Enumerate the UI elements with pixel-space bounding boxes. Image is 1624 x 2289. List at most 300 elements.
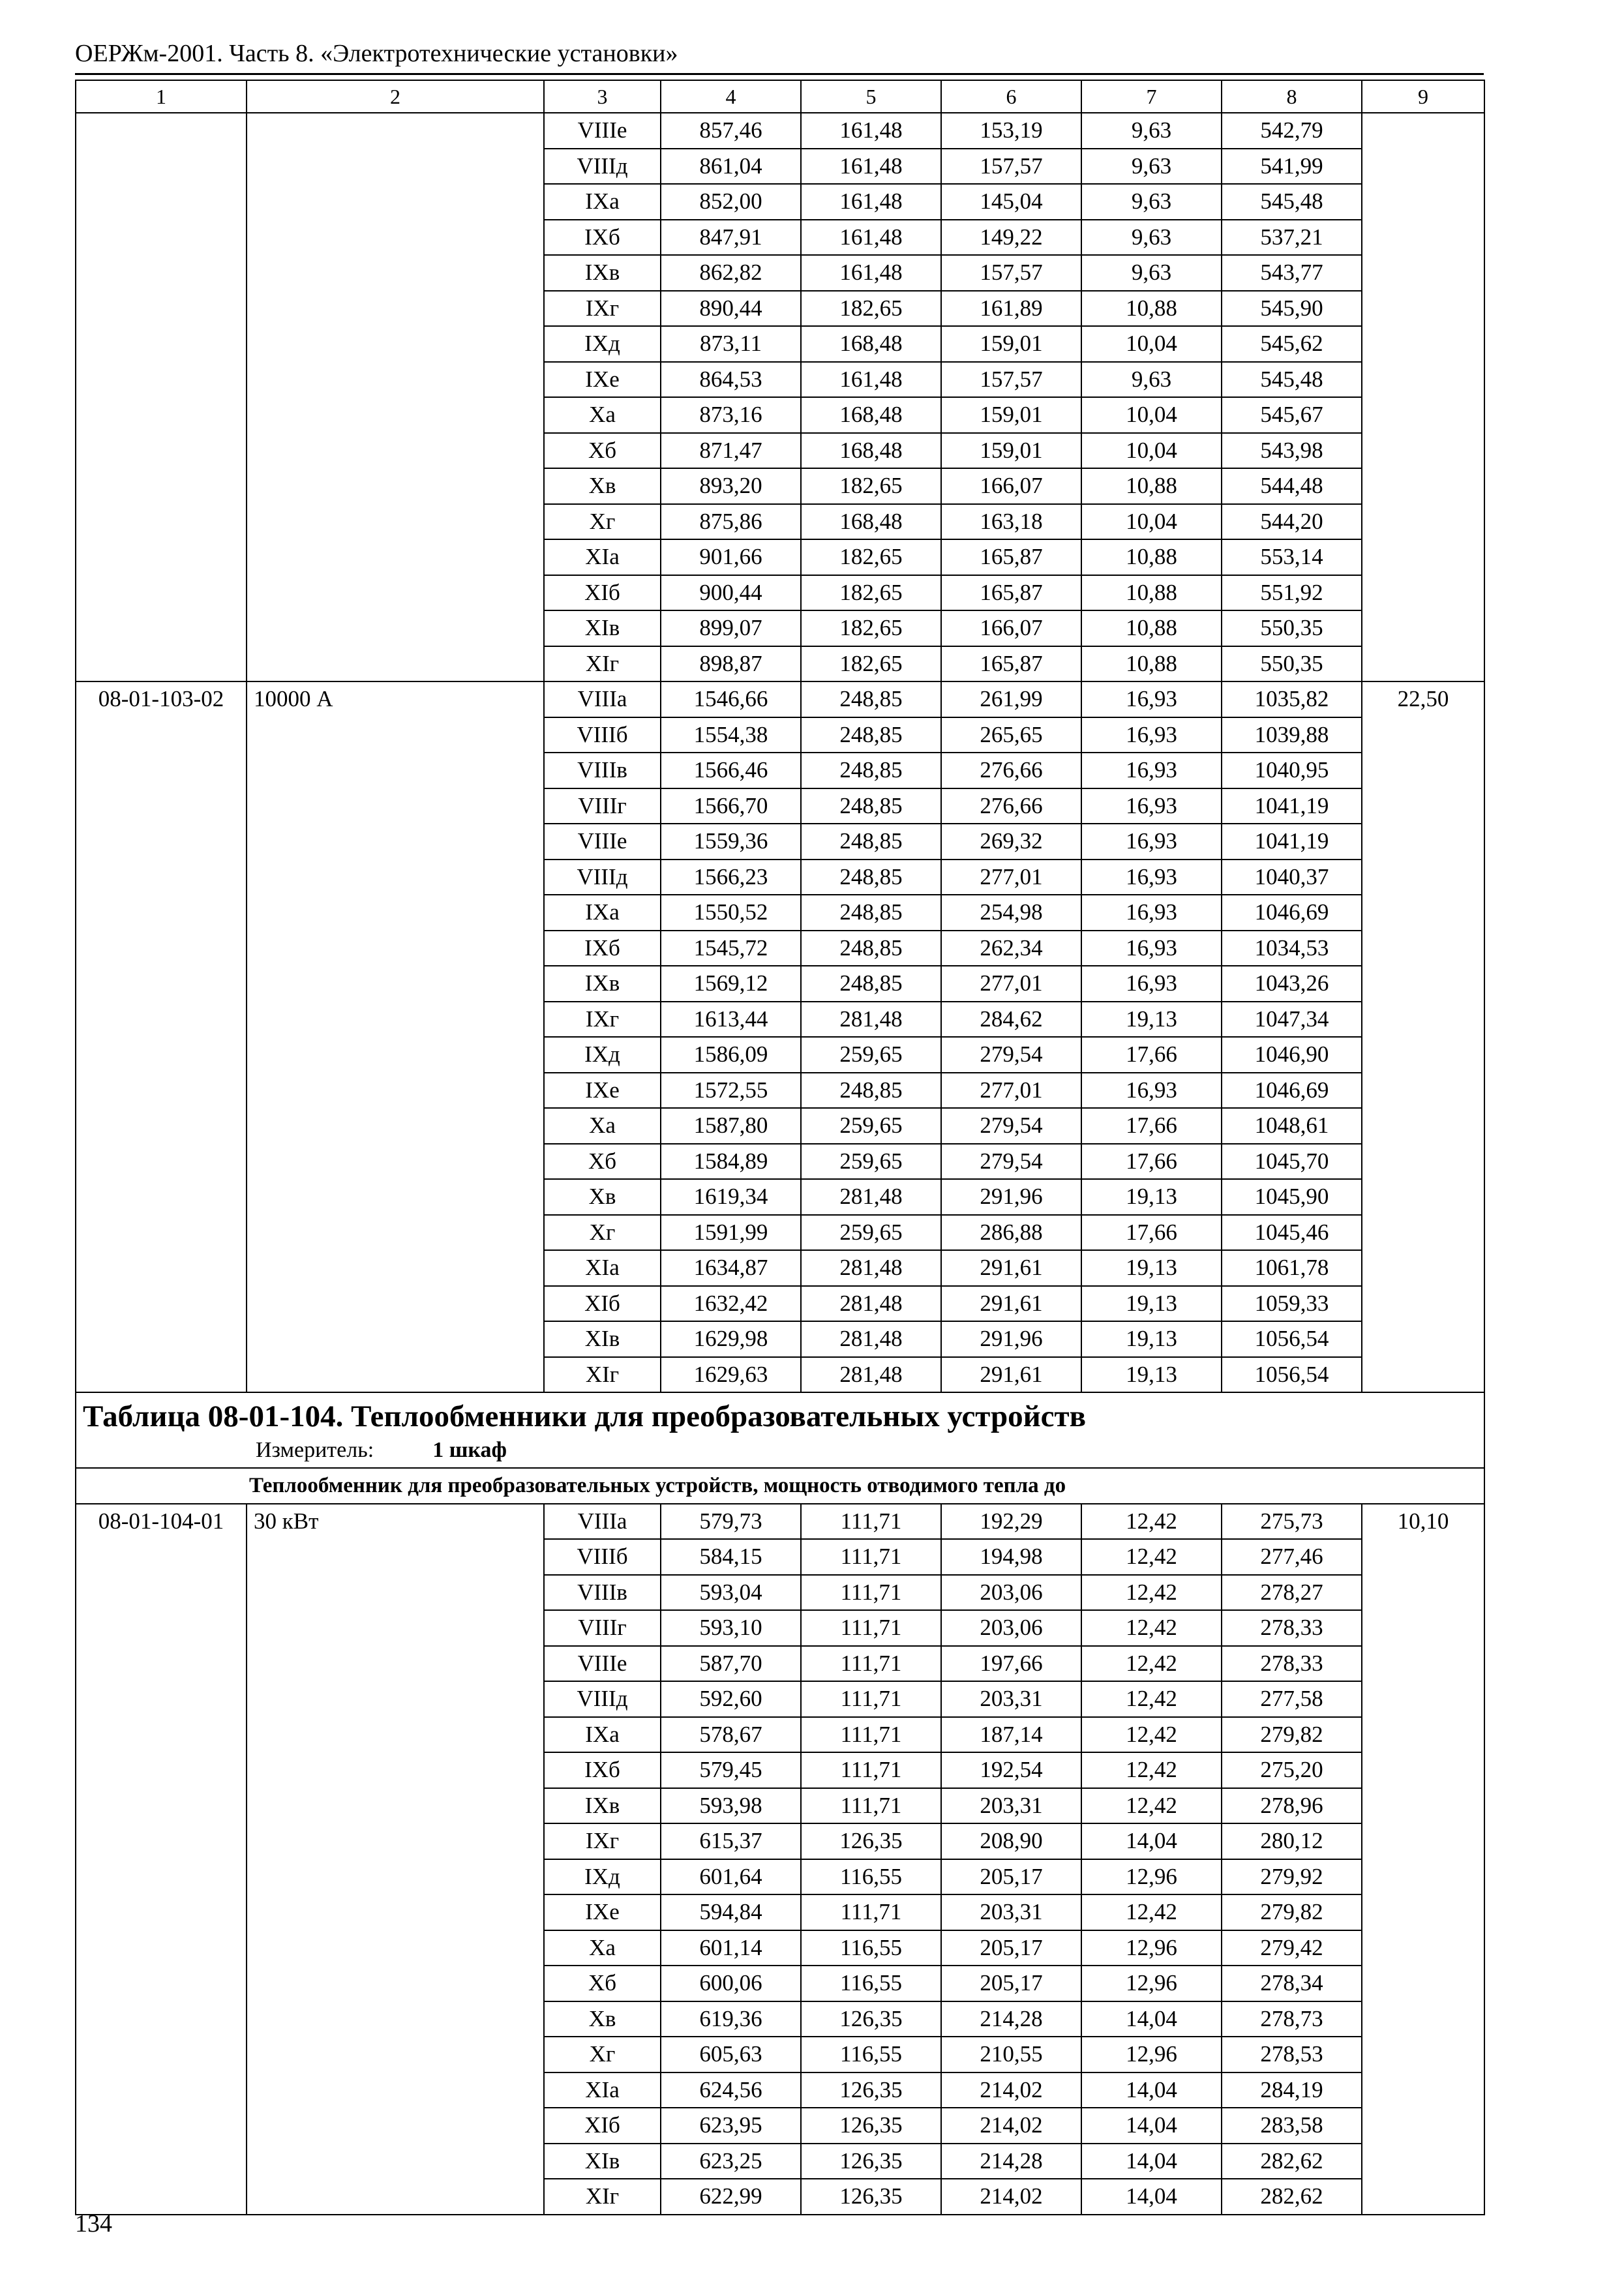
- value-cell: 165,87: [941, 646, 1081, 682]
- value-cell: 111,71: [801, 1575, 941, 1611]
- value-cell: 17,66: [1081, 1108, 1222, 1144]
- value-cell: 166,07: [941, 610, 1081, 646]
- value-cell: 248,85: [801, 1073, 941, 1109]
- value-cell: 248,85: [801, 753, 941, 788]
- zone-cell: Xа: [544, 1930, 661, 1966]
- value-cell: 157,57: [941, 149, 1081, 185]
- value-cell: 19,13: [1081, 1286, 1222, 1322]
- zone-cell: VIIIб: [544, 1539, 661, 1575]
- value-cell: 1041,19: [1222, 788, 1362, 824]
- value-cell: 14,04: [1081, 2179, 1222, 2215]
- value-cell: 192,29: [941, 1504, 1081, 1540]
- value-cell: 17,66: [1081, 1215, 1222, 1251]
- rate-code: 08-01-104-01: [76, 1504, 247, 2215]
- value-cell: 157,57: [941, 255, 1081, 291]
- value-cell: 1040,37: [1222, 860, 1362, 895]
- header-rule: [75, 73, 1484, 75]
- value-cell: 281,48: [801, 1286, 941, 1322]
- value-cell: 165,87: [941, 539, 1081, 575]
- value-cell: 153,19: [941, 113, 1081, 149]
- value-cell: 873,11: [661, 326, 801, 362]
- zone-cell: Xа: [544, 397, 661, 433]
- value-cell: 19,13: [1081, 1179, 1222, 1215]
- value-cell: 1046,69: [1222, 1073, 1362, 1109]
- value-cell: 14,04: [1081, 2108, 1222, 2144]
- value-cell: 281,48: [801, 1357, 941, 1393]
- value-cell: 157,57: [941, 362, 1081, 398]
- value-cell: 17,66: [1081, 1144, 1222, 1180]
- value-cell: 622,99: [661, 2179, 801, 2215]
- value-cell: 579,45: [661, 1752, 801, 1788]
- value-cell: 1634,87: [661, 1250, 801, 1286]
- table-row: [76, 1504, 1484, 1540]
- value-cell: 279,54: [941, 1037, 1081, 1073]
- value-cell: 601,14: [661, 1930, 801, 1966]
- value-cell: 1045,70: [1222, 1144, 1362, 1180]
- value-cell: 161,48: [801, 255, 941, 291]
- value-cell: 1629,98: [661, 1321, 801, 1357]
- value-cell: 111,71: [801, 1788, 941, 1824]
- column-number: 1: [76, 80, 247, 113]
- value-cell: 182,65: [801, 610, 941, 646]
- value-cell: 1566,46: [661, 753, 801, 788]
- value-cell: 205,17: [941, 1930, 1081, 1966]
- zone-cell: Xб: [544, 1144, 661, 1180]
- zone-cell: IXд: [544, 1037, 661, 1073]
- value-cell: 194,98: [941, 1539, 1081, 1575]
- table-title: Таблица 08-01-104. Теплообменники для преобразовательных устройств: [83, 1399, 1087, 1433]
- zone-cell: Xв: [544, 2001, 661, 2037]
- zone-cell: VIIIв: [544, 753, 661, 788]
- value-cell: 214,02: [941, 2072, 1081, 2108]
- value-cell: 1566,23: [661, 860, 801, 895]
- zone-cell: IXд: [544, 326, 661, 362]
- value-cell: 278,53: [1222, 2037, 1362, 2072]
- value-cell: 9,63: [1081, 255, 1222, 291]
- value-cell: 278,34: [1222, 1966, 1362, 2001]
- value-cell: 1045,46: [1222, 1215, 1362, 1251]
- value-cell: 619,36: [661, 2001, 801, 2037]
- value-cell: 12,42: [1081, 1610, 1222, 1646]
- rate-name: 30 кВт: [247, 1504, 544, 2215]
- zone-cell: IXг: [544, 1823, 661, 1859]
- value-cell: 19,13: [1081, 1357, 1222, 1393]
- value-cell: 12,42: [1081, 1894, 1222, 1930]
- value-cell: 593,04: [661, 1575, 801, 1611]
- value-cell: 1043,26: [1222, 966, 1362, 1002]
- zone-cell: VIIIе: [544, 1646, 661, 1682]
- value-cell: 1586,09: [661, 1037, 801, 1073]
- value-cell: 187,14: [941, 1717, 1081, 1753]
- value-cell: 14,04: [1081, 1823, 1222, 1859]
- zone-cell: XIа: [544, 1250, 661, 1286]
- value-cell: 541,99: [1222, 149, 1362, 185]
- value-cell: 10,04: [1081, 433, 1222, 469]
- value-cell: 111,71: [801, 1681, 941, 1717]
- zone-cell: Xв: [544, 1179, 661, 1215]
- table-row: [76, 113, 1484, 149]
- subheading: Теплообменник для преобразовательных устройств, мощность отводимого тепла до: [76, 1468, 1484, 1504]
- value-cell: 278,96: [1222, 1788, 1362, 1824]
- value-cell: 161,89: [941, 291, 1081, 327]
- zone-cell: Xг: [544, 2037, 661, 2072]
- value-cell: 284,19: [1222, 2072, 1362, 2108]
- value-cell: 116,55: [801, 2037, 941, 2072]
- value-cell: 208,90: [941, 1823, 1081, 1859]
- zone-cell: Xг: [544, 1215, 661, 1251]
- table-row: [76, 681, 1484, 717]
- value-cell: 182,65: [801, 646, 941, 682]
- value-cell: 899,07: [661, 610, 801, 646]
- value-cell: 14,04: [1081, 2001, 1222, 2037]
- value-cell: 126,35: [801, 1823, 941, 1859]
- value-cell: 12,42: [1081, 1646, 1222, 1682]
- value-cell: 593,98: [661, 1788, 801, 1824]
- zone-cell: IXб: [544, 931, 661, 966]
- zone-cell: XIа: [544, 2072, 661, 2108]
- zone-cell: IXе: [544, 362, 661, 398]
- value-cell: 9,63: [1081, 220, 1222, 256]
- rate-code: [76, 113, 247, 681]
- value-cell: 16,93: [1081, 717, 1222, 753]
- value-cell: 291,61: [941, 1357, 1081, 1393]
- value-cell: 161,48: [801, 184, 941, 220]
- value-cell: 19,13: [1081, 1250, 1222, 1286]
- value-cell: 116,55: [801, 1966, 941, 2001]
- zone-cell: IXв: [544, 1788, 661, 1824]
- rate-name: 10000 А: [247, 681, 544, 1392]
- value-cell: 623,95: [661, 2108, 801, 2144]
- value-cell: 259,65: [801, 1144, 941, 1180]
- value-cell: 275,20: [1222, 1752, 1362, 1788]
- value-cell: 898,87: [661, 646, 801, 682]
- value-cell: 248,85: [801, 931, 941, 966]
- value-cell: 543,98: [1222, 433, 1362, 469]
- value-cell: 12,96: [1081, 1930, 1222, 1966]
- value-cell: 278,27: [1222, 1575, 1362, 1611]
- value-cell: 9,63: [1081, 184, 1222, 220]
- value-cell: 166,07: [941, 468, 1081, 504]
- value-cell: 182,65: [801, 539, 941, 575]
- value-cell: 10,88: [1081, 575, 1222, 611]
- value-cell: 276,66: [941, 788, 1081, 824]
- zone-cell: XIа: [544, 539, 661, 575]
- measure-value: 1 шкаф: [432, 1438, 507, 1462]
- value-cell: 615,37: [661, 1823, 801, 1859]
- value-cell: 1045,90: [1222, 1179, 1362, 1215]
- value-cell: 861,04: [661, 149, 801, 185]
- value-cell: 265,65: [941, 717, 1081, 753]
- value-cell: 291,61: [941, 1250, 1081, 1286]
- value-cell: 163,18: [941, 504, 1081, 540]
- value-cell: 601,64: [661, 1859, 801, 1895]
- value-cell: 281,48: [801, 1321, 941, 1357]
- zone-cell: XIв: [544, 610, 661, 646]
- value-cell: 197,66: [941, 1646, 1081, 1682]
- value-cell: 111,71: [801, 1610, 941, 1646]
- value-cell: 873,16: [661, 397, 801, 433]
- value-cell: 161,48: [801, 113, 941, 149]
- value-cell: 248,85: [801, 860, 941, 895]
- value-cell: 545,62: [1222, 326, 1362, 362]
- value-cell: 1035,82: [1222, 681, 1362, 717]
- zone-cell: VIIIд: [544, 860, 661, 895]
- rate-code: 08-01-103-02: [76, 681, 247, 1392]
- rates-table: [75, 80, 1485, 2215]
- value-cell: 281,48: [801, 1002, 941, 1038]
- value-cell: 1056,54: [1222, 1321, 1362, 1357]
- value-cell: 1613,44: [661, 1002, 801, 1038]
- value-cell: 551,92: [1222, 575, 1362, 611]
- value-cell: 116,55: [801, 1859, 941, 1895]
- value-cell: 587,70: [661, 1646, 801, 1682]
- subheading-row: [76, 1468, 1484, 1504]
- value-cell: 537,21: [1222, 220, 1362, 256]
- value-cell: 550,35: [1222, 610, 1362, 646]
- col9-value: 22,50: [1362, 681, 1484, 1392]
- value-cell: 862,82: [661, 255, 801, 291]
- measure-line: [83, 1436, 1477, 1465]
- section-title-row: [76, 1392, 1484, 1468]
- zone-cell: IXб: [544, 1752, 661, 1788]
- value-cell: 1559,36: [661, 824, 801, 860]
- value-cell: 279,42: [1222, 1930, 1362, 1966]
- value-cell: 1034,53: [1222, 931, 1362, 966]
- value-cell: 168,48: [801, 326, 941, 362]
- value-cell: 168,48: [801, 397, 941, 433]
- value-cell: 16,93: [1081, 966, 1222, 1002]
- value-cell: 159,01: [941, 397, 1081, 433]
- value-cell: 12,42: [1081, 1575, 1222, 1611]
- zone-cell: VIIIг: [544, 788, 661, 824]
- zone-cell: VIIIд: [544, 1681, 661, 1717]
- value-cell: 623,25: [661, 2144, 801, 2179]
- value-cell: 14,04: [1081, 2072, 1222, 2108]
- value-cell: 1584,89: [661, 1144, 801, 1180]
- zone-cell: VIIIд: [544, 149, 661, 185]
- value-cell: 544,48: [1222, 468, 1362, 504]
- value-cell: 248,85: [801, 824, 941, 860]
- col9-value: 10,10: [1362, 1504, 1484, 2215]
- value-cell: 1059,33: [1222, 1286, 1362, 1322]
- column-number: 7: [1081, 80, 1222, 113]
- value-cell: 205,17: [941, 1966, 1081, 2001]
- column-number: 6: [941, 80, 1081, 113]
- value-cell: 852,00: [661, 184, 801, 220]
- value-cell: 1039,88: [1222, 717, 1362, 753]
- value-cell: 1619,34: [661, 1179, 801, 1215]
- zone-cell: VIIIб: [544, 717, 661, 753]
- value-cell: 111,71: [801, 1504, 941, 1540]
- value-cell: 16,93: [1081, 1073, 1222, 1109]
- value-cell: 254,98: [941, 895, 1081, 931]
- value-cell: 1632,42: [661, 1286, 801, 1322]
- value-cell: 126,35: [801, 2072, 941, 2108]
- column-number: 2: [247, 80, 544, 113]
- value-cell: 261,99: [941, 681, 1081, 717]
- value-cell: 161,48: [801, 149, 941, 185]
- column-number: 9: [1362, 80, 1484, 113]
- value-cell: 278,73: [1222, 2001, 1362, 2037]
- value-cell: 282,62: [1222, 2179, 1362, 2215]
- value-cell: 550,35: [1222, 646, 1362, 682]
- value-cell: 214,28: [941, 2144, 1081, 2179]
- zone-cell: IXг: [544, 291, 661, 327]
- zone-cell: IXе: [544, 1073, 661, 1109]
- value-cell: 1040,95: [1222, 753, 1362, 788]
- zone-cell: XIг: [544, 1357, 661, 1393]
- zone-cell: VIIIа: [544, 1504, 661, 1540]
- value-cell: 16,93: [1081, 931, 1222, 966]
- value-cell: 277,01: [941, 1073, 1081, 1109]
- value-cell: 259,65: [801, 1037, 941, 1073]
- value-cell: 283,58: [1222, 2108, 1362, 2144]
- value-cell: 901,66: [661, 539, 801, 575]
- column-number: 3: [544, 80, 661, 113]
- column-number: 8: [1222, 80, 1362, 113]
- value-cell: 145,04: [941, 184, 1081, 220]
- value-cell: 864,53: [661, 362, 801, 398]
- col9-value: [1362, 113, 1484, 681]
- column-numbers-row: [76, 80, 1484, 113]
- zone-cell: VIIIе: [544, 113, 661, 149]
- value-cell: 10,04: [1081, 504, 1222, 540]
- value-cell: 279,82: [1222, 1894, 1362, 1930]
- value-cell: 12,96: [1081, 1859, 1222, 1895]
- value-cell: 203,31: [941, 1894, 1081, 1930]
- value-cell: 17,66: [1081, 1037, 1222, 1073]
- value-cell: 278,33: [1222, 1646, 1362, 1682]
- value-cell: 1545,72: [661, 931, 801, 966]
- value-cell: 1061,78: [1222, 1250, 1362, 1286]
- zone-cell: IXа: [544, 184, 661, 220]
- page-number: 134: [75, 2210, 112, 2237]
- value-cell: 279,54: [941, 1108, 1081, 1144]
- value-cell: 203,06: [941, 1610, 1081, 1646]
- value-cell: 111,71: [801, 1752, 941, 1788]
- value-cell: 12,42: [1081, 1717, 1222, 1753]
- value-cell: 126,35: [801, 2001, 941, 2037]
- column-number: 5: [801, 80, 941, 113]
- value-cell: 161,48: [801, 362, 941, 398]
- value-cell: 159,01: [941, 326, 1081, 362]
- value-cell: 1546,66: [661, 681, 801, 717]
- zone-cell: IXд: [544, 1859, 661, 1895]
- value-cell: 168,48: [801, 504, 941, 540]
- zone-cell: XIг: [544, 2179, 661, 2215]
- value-cell: 281,48: [801, 1250, 941, 1286]
- value-cell: 12,96: [1081, 2037, 1222, 2072]
- value-cell: 277,01: [941, 966, 1081, 1002]
- value-cell: 900,44: [661, 575, 801, 611]
- value-cell: 545,90: [1222, 291, 1362, 327]
- value-cell: 545,48: [1222, 184, 1362, 220]
- value-cell: 165,87: [941, 575, 1081, 611]
- value-cell: 262,34: [941, 931, 1081, 966]
- value-cell: 276,66: [941, 753, 1081, 788]
- value-cell: 159,01: [941, 433, 1081, 469]
- value-cell: 259,65: [801, 1215, 941, 1251]
- value-cell: 12,42: [1081, 1681, 1222, 1717]
- value-cell: 248,85: [801, 788, 941, 824]
- zone-cell: IXа: [544, 895, 661, 931]
- zone-cell: VIIIе: [544, 824, 661, 860]
- value-cell: 149,22: [941, 220, 1081, 256]
- value-cell: 279,54: [941, 1144, 1081, 1180]
- value-cell: 1587,80: [661, 1108, 801, 1144]
- value-cell: 278,33: [1222, 1610, 1362, 1646]
- value-cell: 126,35: [801, 2144, 941, 2179]
- value-cell: 126,35: [801, 2179, 941, 2215]
- value-cell: 205,17: [941, 1859, 1081, 1895]
- value-cell: 592,60: [661, 1681, 801, 1717]
- value-cell: 277,46: [1222, 1539, 1362, 1575]
- zone-cell: Xв: [544, 468, 661, 504]
- zone-cell: VIIIв: [544, 1575, 661, 1611]
- value-cell: 111,71: [801, 1539, 941, 1575]
- value-cell: 284,62: [941, 1002, 1081, 1038]
- zone-cell: Xб: [544, 433, 661, 469]
- value-cell: 19,13: [1081, 1002, 1222, 1038]
- value-cell: 14,04: [1081, 2144, 1222, 2179]
- value-cell: 12,42: [1081, 1539, 1222, 1575]
- value-cell: 847,91: [661, 220, 801, 256]
- value-cell: 10,04: [1081, 326, 1222, 362]
- value-cell: 168,48: [801, 433, 941, 469]
- value-cell: 1056,54: [1222, 1357, 1362, 1393]
- zone-cell: XIг: [544, 646, 661, 682]
- value-cell: 280,12: [1222, 1823, 1362, 1859]
- value-cell: 248,85: [801, 966, 941, 1002]
- value-cell: 275,73: [1222, 1504, 1362, 1540]
- value-cell: 1550,52: [661, 895, 801, 931]
- value-cell: 10,04: [1081, 397, 1222, 433]
- value-cell: 1041,19: [1222, 824, 1362, 860]
- value-cell: 182,65: [801, 468, 941, 504]
- value-cell: 594,84: [661, 1894, 801, 1930]
- zone-cell: IXв: [544, 255, 661, 291]
- value-cell: 624,56: [661, 2072, 801, 2108]
- value-cell: 10,88: [1081, 468, 1222, 504]
- value-cell: 593,10: [661, 1610, 801, 1646]
- value-cell: 12,42: [1081, 1788, 1222, 1824]
- value-cell: 269,32: [941, 824, 1081, 860]
- value-cell: 16,93: [1081, 895, 1222, 931]
- value-cell: 871,47: [661, 433, 801, 469]
- value-cell: 1566,70: [661, 788, 801, 824]
- zone-cell: VIIIа: [544, 681, 661, 717]
- column-number: 4: [661, 80, 801, 113]
- zone-cell: XIв: [544, 2144, 661, 2179]
- value-cell: 16,93: [1081, 788, 1222, 824]
- value-cell: 10,88: [1081, 610, 1222, 646]
- zone-cell: IXа: [544, 1717, 661, 1753]
- value-cell: 291,61: [941, 1286, 1081, 1322]
- value-cell: 111,71: [801, 1646, 941, 1682]
- value-cell: 16,93: [1081, 824, 1222, 860]
- value-cell: 214,02: [941, 2179, 1081, 2215]
- value-cell: 1047,34: [1222, 1002, 1362, 1038]
- value-cell: 9,63: [1081, 113, 1222, 149]
- value-cell: 116,55: [801, 1930, 941, 1966]
- value-cell: 279,92: [1222, 1859, 1362, 1895]
- value-cell: 281,48: [801, 1179, 941, 1215]
- value-cell: 600,06: [661, 1966, 801, 2001]
- value-cell: 1569,12: [661, 966, 801, 1002]
- value-cell: 282,62: [1222, 2144, 1362, 2179]
- value-cell: 543,77: [1222, 255, 1362, 291]
- zone-cell: IXе: [544, 1894, 661, 1930]
